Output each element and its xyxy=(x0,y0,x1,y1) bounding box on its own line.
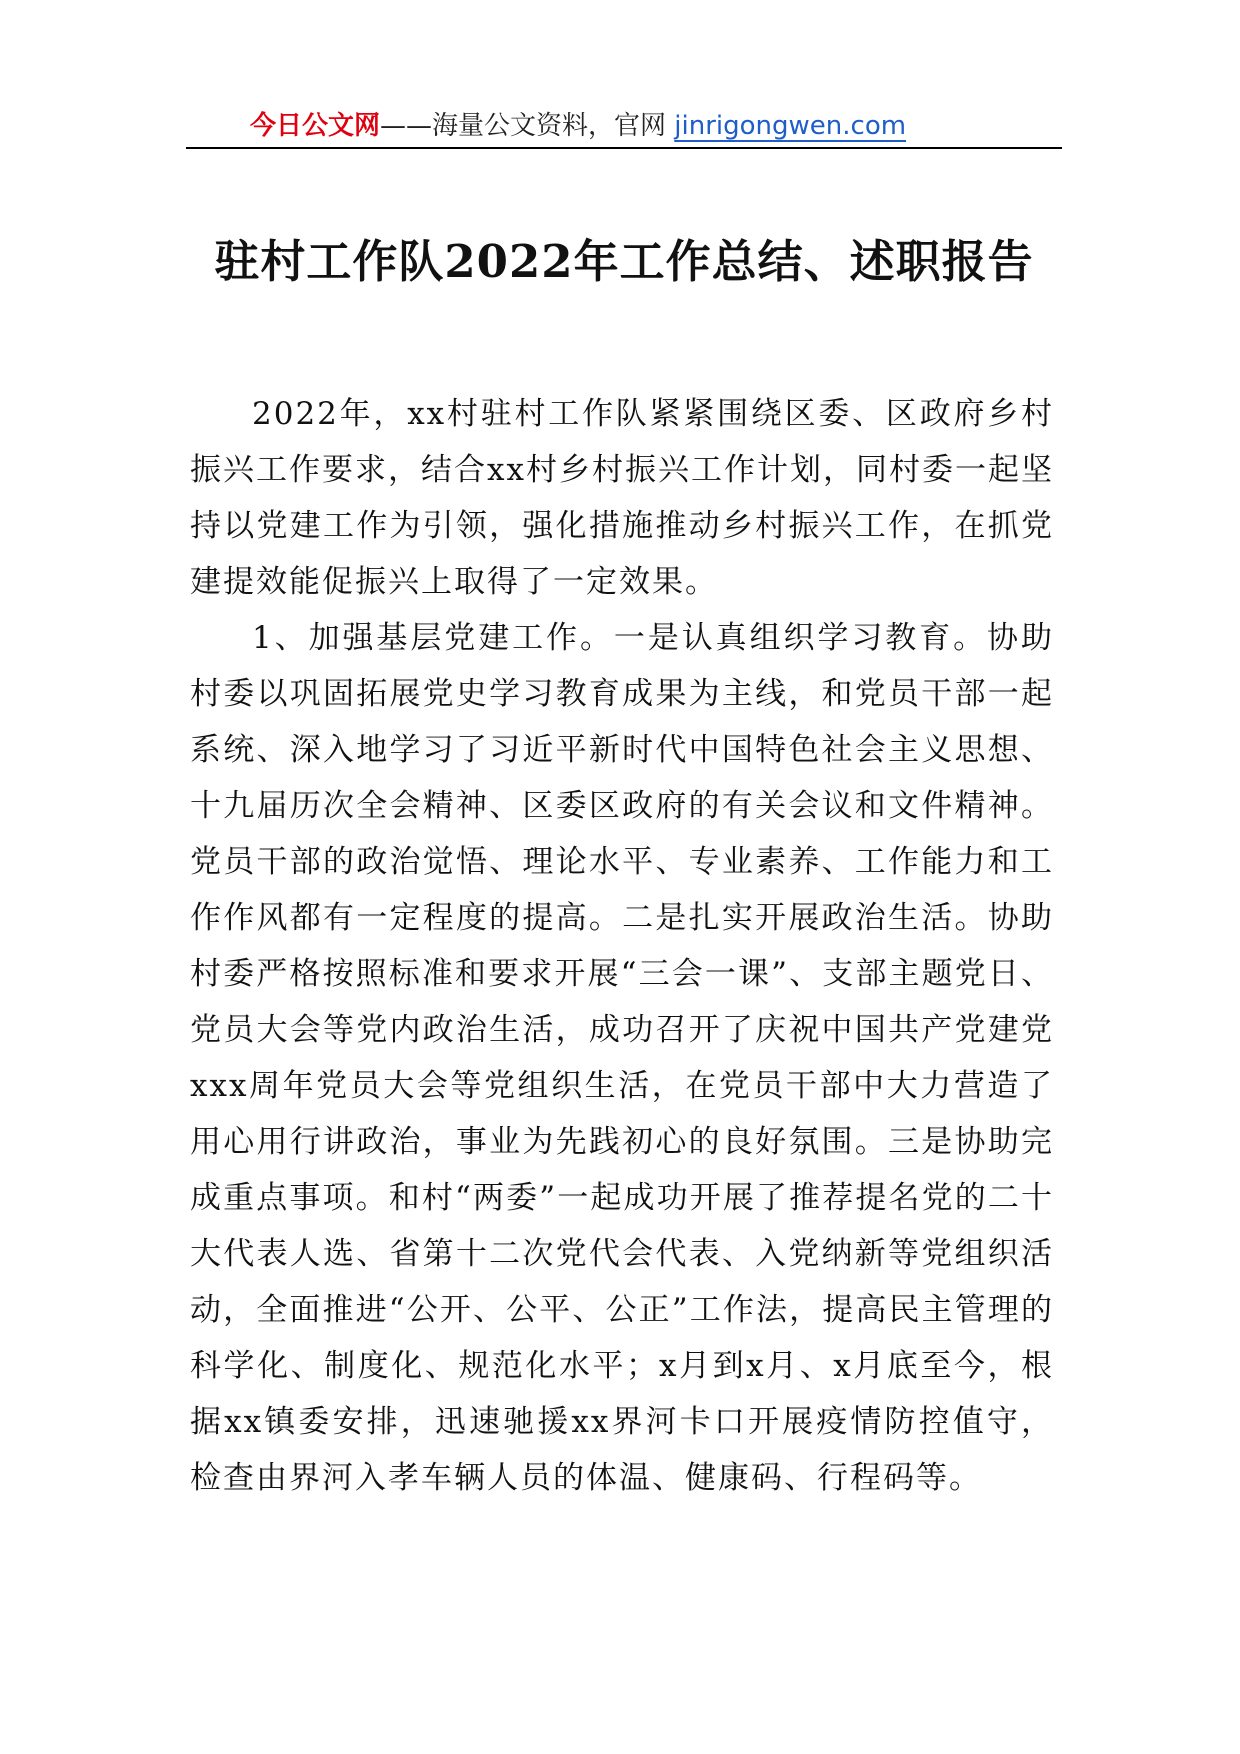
site-header xyxy=(186,104,1062,148)
document-body xyxy=(190,386,1054,1506)
brand-description: 海量公文资料，官网 xyxy=(432,111,675,141)
paragraph-intro: 2022年，xx村驻村工作队紧紧围绕区委、区政府乡村振兴工作要求，结合xx村乡村振兴工作计划，同村委一起坚持以党建工作为引领，强化措施推动乡村振兴工作，在抓党建提效能促振兴上取得了一定效果。 xyxy=(190,396,1054,600)
paragraph-party-building: 1、加强基层党建工作。一是认真组织学习教育。协助村委以巩固拓展党史学习教育成果为主线，和党员干部一起系统、深入地学习了习近平新时代中国特色社会主义思想、十九届历次全会精神、区委区政府的有关会议和文件精神。党员干部的政治觉悟、理论水平、专业素养、工作能力和工作作风都有一定程度的提高。二是扎实开展政治生活。协助村委严格按照标准和要求开展“三会一课”、支部主题党日、党员大会等党内政治生活，成功召开了庆祝中国共产党建党xxx周年党员大会等党组织生活，在党员干部中大力营造了用心用行讲政治，事业为先践初心的良好氛围。三是协助完成重点事项。和村“两委”一起成功开展了推荐提名党的二十大代表人选、省第十二次党代会代表、入党纳新等党组织活动，全面推进“公开、公平、公正”工作法，提高民主管理的科学化、制度化、规范化水平；x月到x月、x月底至今，根据xx镇委安排，迅速驰援xx界河卡口开展疫情防控值守，检查由界河入孝车辆人员的体温、健康码、行程码等。 xyxy=(190,620,1054,1496)
header-divider xyxy=(186,147,1062,149)
brand-name: 今日公文网 xyxy=(250,111,381,141)
header-banner xyxy=(250,110,906,142)
site-url-link[interactable]: jinrigongwen.com xyxy=(674,111,907,141)
document-title: 驻村工作队2022年工作总结、述职报告 xyxy=(214,235,1034,288)
brand-separator: —— xyxy=(380,111,433,141)
